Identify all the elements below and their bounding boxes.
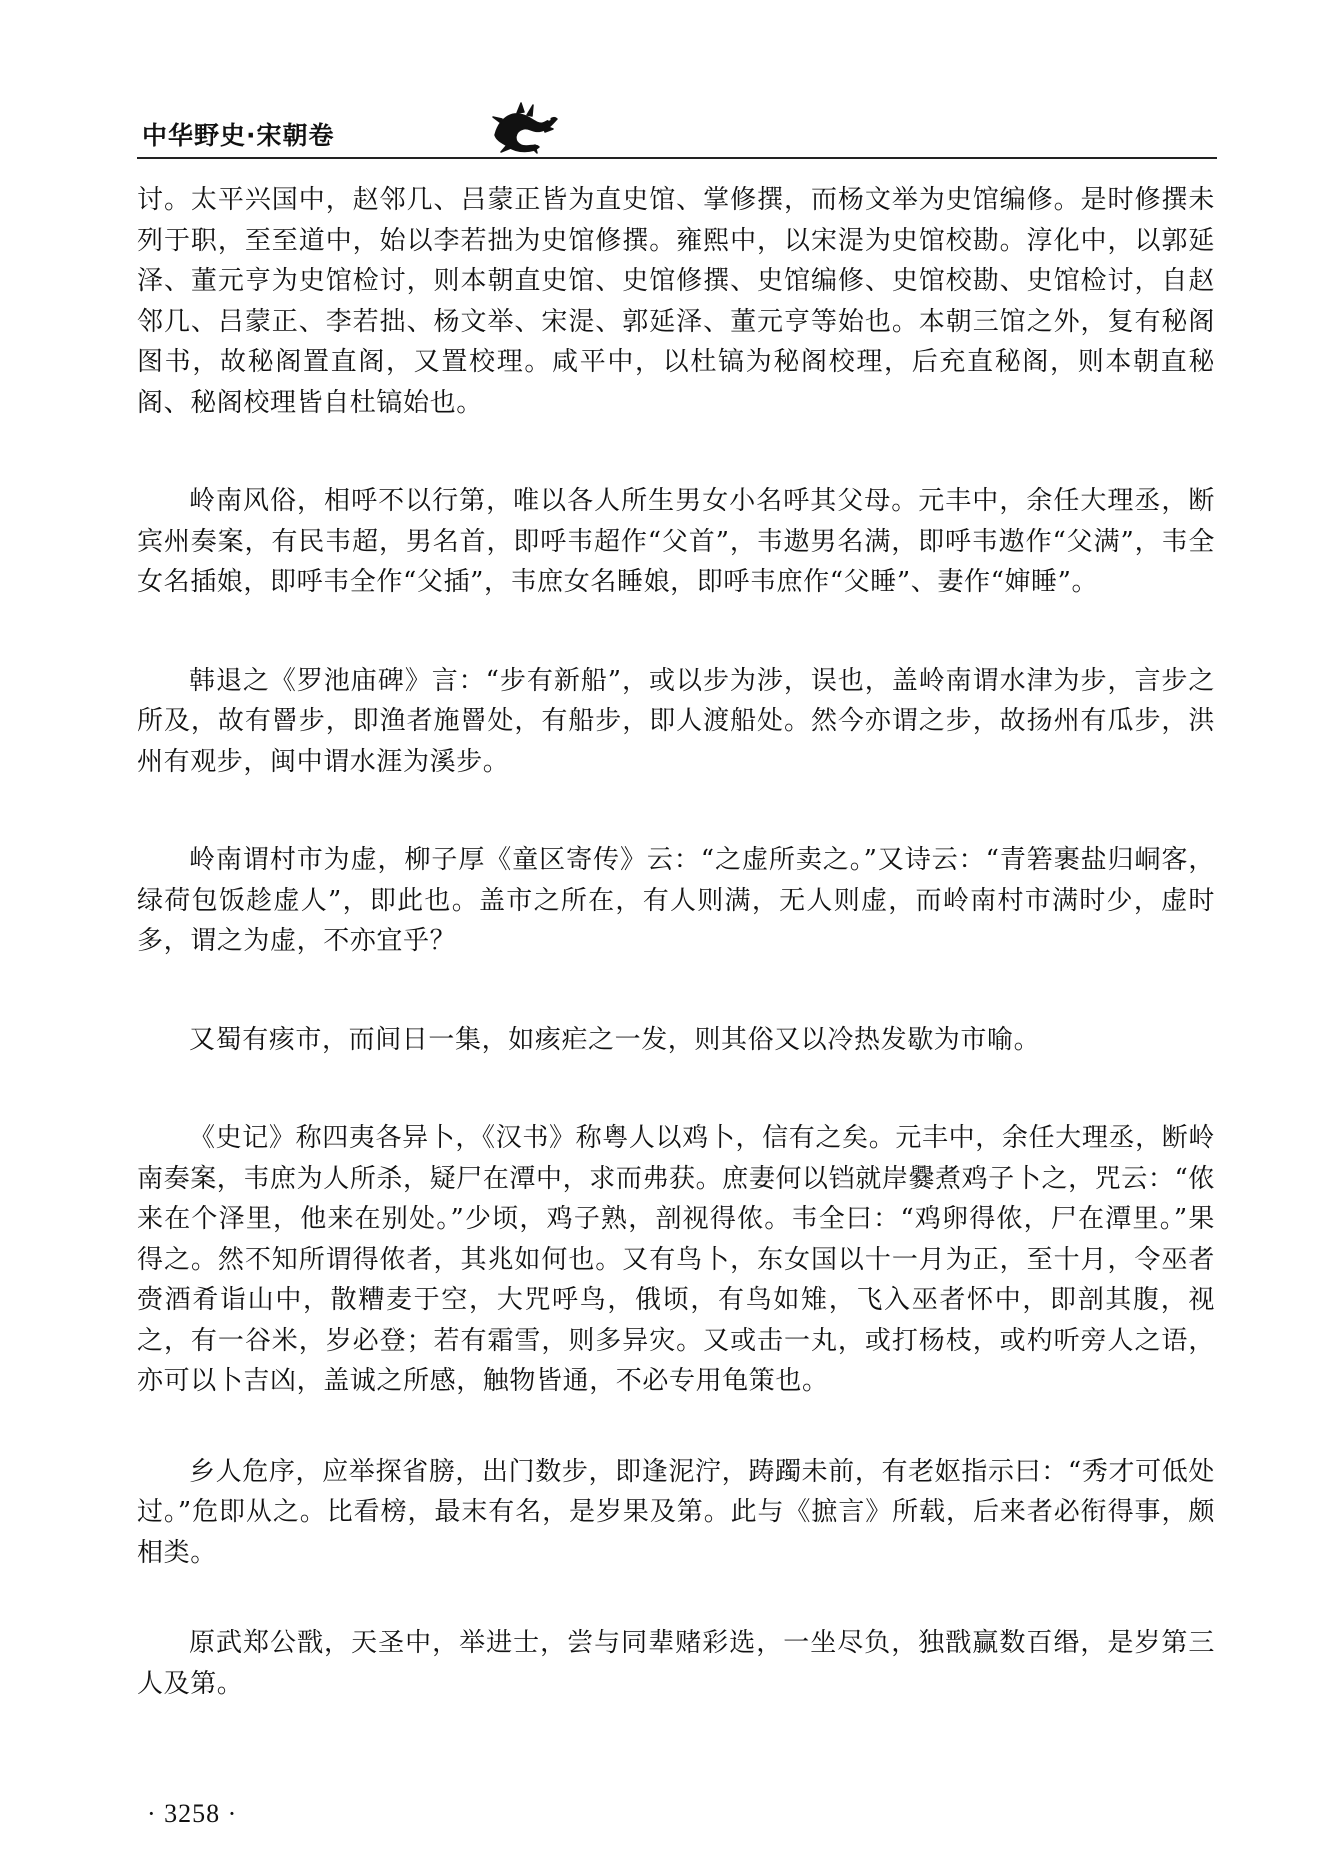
paragraph: 又蜀有痎市，而间日一集，如痎疟之一发，则其俗又以冷热发歇为市喻。 — [189, 1024, 1041, 1055]
paragraph: 岭南谓村市为虚，柳子厚《童区寄传》云：“之虚所卖之。”又诗云：“青箬裹盐归峒客，绿荷包饭趁虚人”，即此也。盖市之所在，有人则满，无人则虚，而岭南村市满时少，虚时多，谓之为虚，不亦宜乎？ — [137, 845, 1215, 956]
paragraph: 原武郑公戬，天圣中，举进士，尝与同辈赌彩选，一坐尽负，独戬赢数百缗，是岁第三人及第。 — [137, 1628, 1215, 1699]
paragraph: 岭南风俗，相呼不以行第，唯以各人所生男女小名呼其父母。元丰中，余任大理丞，断宾州奏案，有民韦超，男名首，即呼韦超作“父首”，韦遨男名满，即呼韦遨作“父满”，韦全女名插娘，即呼韦全作“父插”，韦庶女名睡娘，即呼韦庶作“父睡”、妻作“婶睡”。 — [137, 486, 1215, 597]
header-title: 中华野史·宋朝卷 — [142, 121, 335, 150]
paragraph: 韩退之《罗池庙碑》言：“步有新船”，或以步为涉，误也，盖岭南谓水津为步，言步之所及，故有罾步，即渔者施罾处，有船步，即人渡船处。然今亦谓之步，故扬州有瓜步，洪州有观步，闽中谓水涯为溪步。 — [137, 665, 1215, 777]
dragon-icon — [487, 99, 562, 154]
page-number: · 3258 · — [147, 1799, 238, 1828]
page-content — [137, 180, 1215, 1704]
paragraph: 《史记》称四夷各异卜，《汉书》称粤人以鸡卜，信有之矣。元丰中，余任大理丞，断岭南奏案，韦庶为人所杀，疑尸在潭中，求而弗获。庶妻何以铛就岸爨煮鸡子卜之，咒云：“侬来在个泽里，他来在别处。”少顷，鸡子熟，剖视得侬。韦全曰：“鸡卵得侬，尸在潭里。”果得之。然不知所谓得侬者，其兆如何也。又有鸟卜，东女国以十一月为正，至十月，令巫者赍酒肴诣山中，散糟麦于空，大咒呼鸟，俄顷，有鸟如雉，飞入巫者怀中，即剖其腹，视之，有一谷米，岁必登；若有霜雪，则多异灾。又或击一丸，或打杨枝，或杓听旁人之语，亦可以卜吉凶，盖诚之所感，触物皆通，不必专用龟策也。 — [137, 1123, 1215, 1396]
paragraph: 乡人危序，应举探省膀，出门数步，即逢泥泞，踌躅未前，有老妪指示曰：“秀才可低处过。”危即从之。比看榜，最末有名，是岁果及第。此与《摭言》所载，后来者必衔得事，颇相类。 — [137, 1456, 1215, 1568]
header-rule — [137, 157, 1217, 159]
page-header — [137, 104, 1217, 154]
paragraph-continued: 讨。太平兴国中，赵邻几、吕蒙正皆为直史馆、掌修撰，而杨文举为史馆编修。是时修撰未列于职，至至道中，始以李若拙为史馆修撰。雍熙中，以宋湜为史馆校勘。淳化中，以郭延泽、董元亨为史馆检讨，则本朝直史馆、史馆修撰、史馆编修、史馆校勘、史馆检讨，自赵邻几、吕蒙正、李若拙、杨文举、宋湜、郭延泽、董元亨等始也。本朝三馆之外，复有秘阁图书，故秘阁置直阁，又置校理。咸平中，以杜镐为秘阁校理，后充直秘阁，则本朝直秘阁、秘阁校理皆自杜镐始也。 — [137, 185, 1215, 418]
